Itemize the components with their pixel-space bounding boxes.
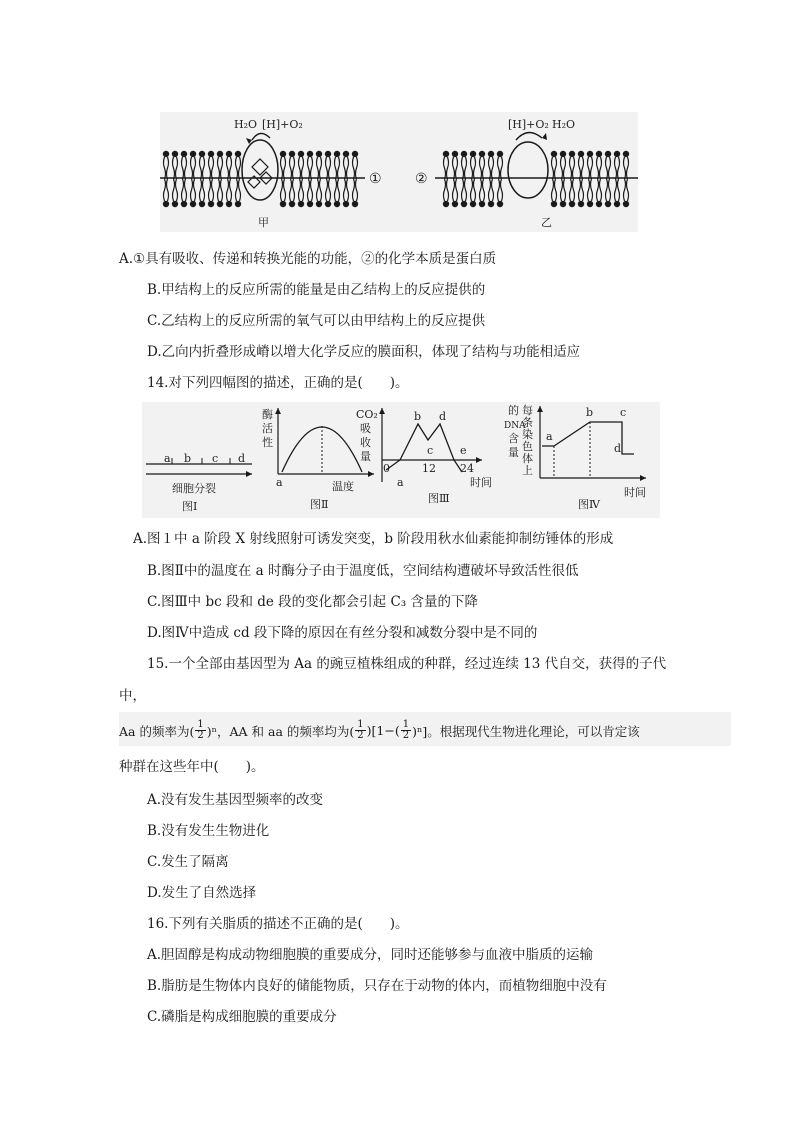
q16-option-b: B.脂肪是生物体内良好的储能物质，只存在于动物的体内，而植物细胞中没有 [147,978,607,994]
lipid-head-bottom [443,179,449,207]
lipid-head-bottom [623,179,629,207]
q15-option-b: B.没有发生生物进化 [147,823,270,839]
lipid-head-top [316,151,322,179]
graph-4 [504,403,646,511]
lipid-head-top [488,151,494,179]
lipid-head-top [623,151,629,179]
membrane-figure-svg [160,112,638,232]
lipid-head-bottom [190,179,196,207]
graph4-ylabel2-4: 量 [508,446,519,459]
q16-option-a: A.胆固醇是构成动物细胞膜的重要成分，同时还能够参与血液中脂质的运输 [147,947,594,963]
circle-2-label: ② [415,171,428,187]
graph1-xlabel: 细胞分裂 [172,482,216,495]
lipid-head-top [289,151,295,179]
graph4-ylabel-5: 体 [522,452,533,465]
lipid-head-bottom [208,179,214,207]
graph1-name: 图Ⅰ [182,500,198,513]
q15-stem-1: 15.一个全部由基因型为 Aa 的豌豆植株组成的种群，经过连续 13 代自交，获得的子代 [147,656,667,672]
graph3-ylabel-1: CO₂ [356,408,378,421]
q15-stem-3: 种群在这些年中( )。 [119,759,265,775]
lipid-head-bottom [298,179,304,207]
graph2-point-a: a [276,476,283,489]
graph3-name: 图Ⅲ [428,492,450,505]
lipid-head-bottom [199,179,205,207]
graph4-xlabel: 时间 [624,486,646,499]
graph-2 [262,407,374,511]
graph4-ylabel2-1: 的 [508,404,519,417]
right-h2o-label: H₂O [552,118,576,131]
q14-option-c: C.图Ⅲ中 bc 段和 de 段的变化都会引起 C₃ 含量的下降 [147,594,478,610]
graph3-ylabel-3: 收 [360,436,371,449]
graph4-ylabel-6: 上 [522,464,533,477]
q13-option-c: C.乙结构上的反应所需的氧气可以由甲结构上的反应提供 [147,313,486,329]
graph1-point-c: c [212,452,219,465]
lipid-head-top [443,151,449,179]
graph3-ylabel-4: 量 [360,450,371,463]
lipid-head-bottom [569,179,575,207]
lipid-head-bottom [235,179,241,207]
q16-option-c: C.磷脂是构成细胞膜的重要成分 [147,1009,337,1025]
graph2-ylabel-1: 酶 [262,408,273,421]
right-name-label: 乙 [541,216,552,229]
formula-part-b: )ⁿ，AA 和 aa 的频率均为( [206,723,355,739]
lipid-head-top [560,151,566,179]
graph4-ylabel-2: 条 [522,416,533,429]
graph3-xlabel: 时间 [470,476,492,489]
graph1-point-a: a [164,452,171,465]
lipid-head-bottom [172,179,178,207]
graph-3 [356,408,492,505]
lipid-head-top [298,151,304,179]
q15-option-a: A.没有发生基因型频率的改变 [147,792,324,808]
right-hplus-label: [H]+O₂ [508,118,549,131]
left-name-label: 甲 [258,216,269,229]
q13-option-b: B.甲结构上的反应所需的能量是由乙结构上的反应提供的 [147,282,486,298]
graph4-ylabel2-3: 含 [508,432,519,445]
lipid-head-bottom [587,179,593,207]
lipid-head-bottom [217,179,223,207]
fraction-numerator: 1 [357,719,364,730]
lipid-head-top [325,151,331,179]
graph4-point-b: b [586,406,594,419]
lipid-head-top [461,151,467,179]
lipid-head-bottom [163,179,169,207]
lipid-head-bottom [488,179,494,207]
right-protein-shape [508,142,548,198]
lipid-head-bottom [289,179,295,207]
graph4-ylabel-1: 每 [522,404,533,417]
left-hplus-label: [H]+O₂ [262,118,303,131]
lipid-head-top [343,151,349,179]
graph-1 [146,452,252,513]
graph4-point-d: d [614,442,622,455]
left-h2o-label: H₂O [234,118,258,131]
lipid-head-top [172,151,178,179]
q14-option-d: D.图Ⅳ中造成 cd 段下降的原因在有丝分裂和减数分裂中是不同的 [147,625,538,641]
graph4-ylabel-3: 染 [522,428,533,441]
graph4-point-c: c [620,406,627,419]
lipid-head-bottom [479,179,485,207]
graph3-point-a: a [397,476,404,489]
q13-option-a: A.①具有吸收、传递和转换光能的功能，②的化学本质是蛋白质 [119,251,497,267]
lipid-head-top [569,151,575,179]
lipid-head-bottom [452,179,458,207]
fraction-numerator: 1 [402,719,410,730]
graph3-tick-24: 24 [460,462,474,475]
fraction-numerator: 1 [197,719,204,730]
lipid-head-bottom [307,179,313,207]
graph3-point-c: c [427,444,434,457]
lipid-head-top [551,151,557,179]
lipid-head-top [596,151,602,179]
four-graphs-svg [142,402,660,518]
lipid-molecules [163,151,629,207]
lipid-head-top [226,151,232,179]
q15-formula-line [119,712,731,746]
graph3-point-d: d [439,410,447,423]
graph4-ylabel2-2: DNA [504,421,526,431]
lipid-head-top [352,151,358,179]
graph4-point-a: a [546,430,553,443]
graph3-point-e: e [460,444,467,457]
lipid-head-top [334,151,340,179]
lipid-head-top [452,151,458,179]
q15-option-d: D.发生了自然选择 [147,885,257,901]
graph2-xlabel: 温度 [332,480,354,493]
lipid-head-bottom [461,179,467,207]
lipid-head-top [578,151,584,179]
lipid-head-bottom [470,179,476,207]
lipid-head-top [497,151,503,179]
graph4-name: 图Ⅳ [578,498,600,511]
lipid-head-top [587,151,593,179]
lipid-head-bottom [181,179,187,207]
lipid-head-top [479,151,485,179]
lipid-head-top [470,151,476,179]
lipid-head-bottom [560,179,566,207]
lipid-head-bottom [605,179,611,207]
q14-option-b: B.图Ⅱ中的温度在 a 时酶分子由于温度低，空间结构遭破坏导致活性很低 [147,563,579,579]
lipid-head-bottom [280,179,286,207]
graph3-ylabel-2: 吸 [360,422,371,435]
lipid-head-bottom [551,179,557,207]
graph3-tick-12: 12 [422,462,436,475]
q15-option-c: C.发生了隔离 [147,854,229,870]
lipid-head-top [181,151,187,179]
membrane-figure [160,112,638,232]
lipid-head-top [199,151,205,179]
lipid-head-bottom [596,179,602,207]
fraction-denominator: 2 [357,730,364,741]
left-protein-shape [242,140,278,200]
lipid-head-top [208,151,214,179]
lipid-head-bottom [226,179,232,207]
lipid-head-bottom [578,179,584,207]
q14-option-a: A.图１中 a 阶段 X 射线照射可诱发突变，b 阶段用秋水仙素能抑制纺锤体的形成 [133,531,614,547]
lipid-head-top [217,151,223,179]
lipid-head-top [614,151,620,179]
formula-part-c: )[1−( [366,723,400,738]
lipid-head-top [605,151,611,179]
lipid-head-bottom [343,179,349,207]
q16-stem: 16.下列有关脂质的描述不正确的是( )。 [147,916,409,932]
graph1-point-d: d [238,452,246,465]
lipid-head-bottom [325,179,331,207]
lipid-head-bottom [334,179,340,207]
half-fraction-2 [355,720,365,741]
lipid-head-bottom [614,179,620,207]
lipid-head-bottom [316,179,322,207]
graph4-ylabel-4: 色 [522,440,533,453]
fraction-denominator: 2 [402,730,410,741]
formula-part-d: )ⁿ]。根据现代生物进化理论，可以肯定该 [412,723,640,739]
lipid-head-top [190,151,196,179]
lipid-head-top [280,151,286,179]
lipid-head-bottom [352,179,358,207]
circle-1-label: ① [369,171,382,187]
half-fraction-1 [195,720,205,741]
lipid-head-top [307,151,313,179]
formula-part-a: Aa 的频率为( [119,723,195,739]
q14-stem: 14.对下列四幅图的描述，正确的是( )。 [147,375,409,391]
lipid-head-top [235,151,241,179]
graph2-name: 图Ⅱ [310,498,329,511]
lipid-head-bottom [497,179,503,207]
q13-option-d: D.乙向内折叠形成嵴以增大化学反应的膜面积，体现了结构与功能相适应 [147,344,581,360]
graph3-origin: 0 [383,462,390,475]
q15-stem-2: 中， [119,688,146,704]
half-fraction-3 [401,720,411,741]
fraction-denominator: 2 [197,730,204,741]
graph2-ylabel-3: 性 [262,436,273,449]
four-graphs-figure [142,402,660,518]
graph1-point-b: b [184,452,192,465]
graph2-ylabel-2: 活 [262,422,273,435]
graph3-point-b: b [414,410,422,423]
lipid-head-top [163,151,169,179]
